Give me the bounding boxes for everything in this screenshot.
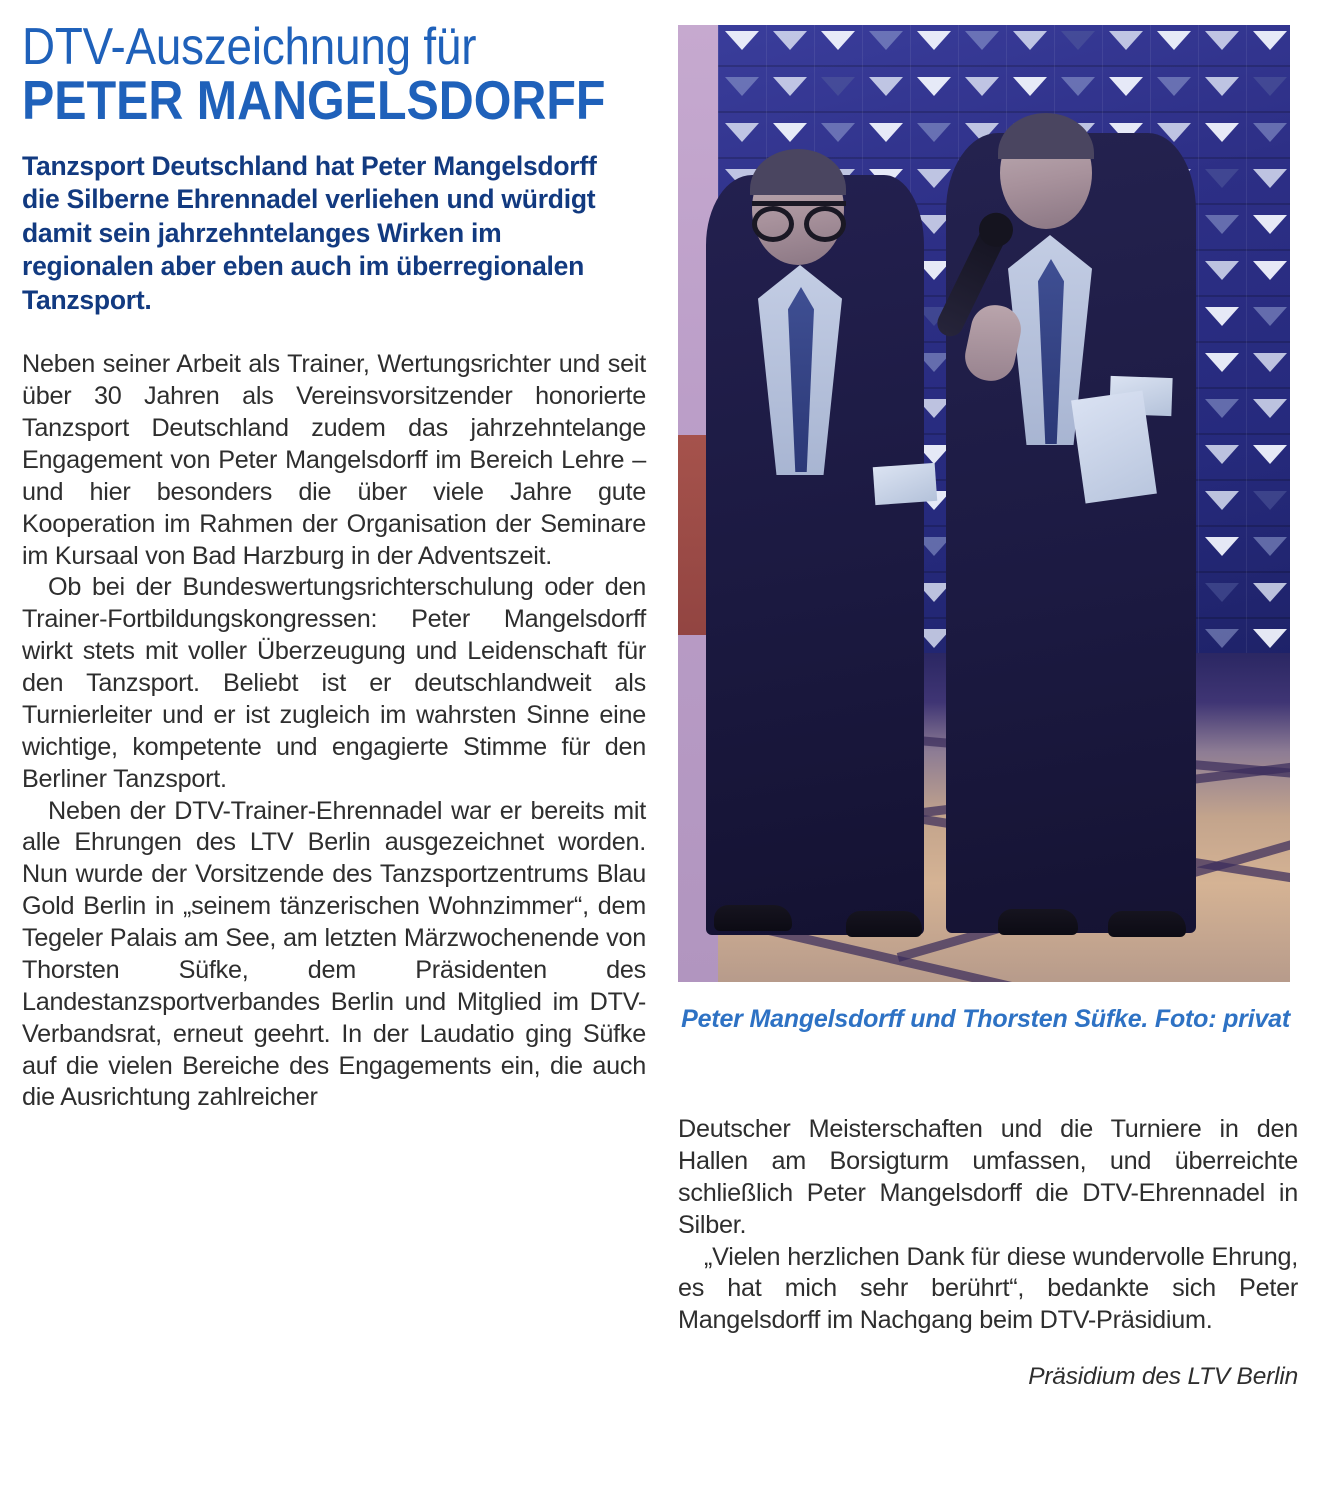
- backdrop-triangle: [1246, 531, 1290, 577]
- body-paragraph-3: Neben der DTV-Trainer-Ehrennadel war er bereits mit alle Ehrungen des LTV Berlin ausgezeichnet worden. Nun wurde der Vorsitzende des Tanzsportzentrums Blau Gold Berlin in „seinem tänzerischen Wohnzimmer“, dem Tegeler Palais am See, am letzten Märzwochenende von Thorsten Süfke, dem Präsidenten des Landestanzsportverbandes Berlin und Mitglied im DTV-Verbandsrat, erneut geehrt. In der Laudatio ging Süfke auf die vielen Bereiche des Engagements ein, die auch die Ausrichtung zahlreicher: [22, 796, 646, 1112]
- backdrop-triangle: [1198, 347, 1246, 393]
- backdrop-triangle: [1246, 439, 1290, 485]
- backdrop-triangle: [1246, 25, 1290, 71]
- backdrop-triangle: [1054, 25, 1102, 71]
- backdrop-tile-row: [718, 71, 1290, 117]
- body-paragraph-2: Ob bei der Bundeswertungsrichterschulung oder den Trainer-Fortbildungskongressen: Peter Mangelsdorff wirkt stets mit voller Überzeugung und Leidenschaft für den Tanzsport. Beliebt ist er deutschlandweit als Turnierleiter und er ist zugleich im wahrsten Sinne eine wichtige, kompetente und engagierte Stimme für den Berliner Tanzsport.: [22, 573, 646, 793]
- backdrop-triangle: [718, 71, 766, 117]
- backdrop-triangle: [958, 71, 1006, 117]
- backdrop-triangle: [1246, 209, 1290, 255]
- backdrop-triangle: [1198, 117, 1246, 163]
- page-title: [22, 0, 642, 132]
- backdrop-triangle: [1246, 347, 1290, 393]
- photo-paper-sheet: [1071, 390, 1157, 503]
- backdrop-triangle: [766, 25, 814, 71]
- backdrop-triangle: [718, 117, 766, 163]
- backdrop-triangle: [1246, 117, 1290, 163]
- backdrop-triangle: [1102, 71, 1150, 117]
- backdrop-triangle: [1150, 25, 1198, 71]
- backdrop-triangle: [1006, 71, 1054, 117]
- left-column: [22, 0, 646, 1114]
- backdrop-triangle: [1246, 485, 1290, 531]
- backdrop-triangle: [766, 71, 814, 117]
- backdrop-triangle: [1198, 301, 1246, 347]
- backdrop-triangle: [814, 25, 862, 71]
- backdrop-triangle: [718, 25, 766, 71]
- backdrop-triangle: [1246, 393, 1290, 439]
- photo-shoe: [1108, 911, 1186, 937]
- backdrop-triangle: [1006, 25, 1054, 71]
- backdrop-triangle: [1198, 209, 1246, 255]
- backdrop-triangle: [1198, 577, 1246, 623]
- backdrop-tile-row: [718, 25, 1290, 71]
- backdrop-triangle: [1198, 439, 1246, 485]
- lead-paragraph: Tanzsport Deutschland hat Peter Mangelsdorff die Silberne Ehrennadel verliehen und würdigt damit sein jahrzehntelanges Wirken im regionalen aber eben auch im überregionalen Tanzsport.: [22, 150, 597, 315]
- backdrop-triangle: [1198, 71, 1246, 117]
- right-column: [678, 1114, 1298, 1391]
- backdrop-triangle: [862, 71, 910, 117]
- backdrop-triangle: [1198, 531, 1246, 577]
- backdrop-triangle: [910, 71, 958, 117]
- backdrop-triangle: [1246, 71, 1290, 117]
- headline-line-2: PETER MANGELSDORFF: [22, 69, 606, 132]
- byline: Präsidium des LTV Berlin: [1028, 1363, 1298, 1391]
- backdrop-triangle: [1198, 255, 1246, 301]
- backdrop-triangle: [1102, 25, 1150, 71]
- body-paragraph-1: Neben seiner Arbeit als Trainer, Wertungsrichter und seit über 30 Jahren als Vereinsvorsitzender honorierte Tanzsport Deutschland zudem das jahrzehntelange Engagement von Peter Mangelsdorff im Bereich Lehre – und hier besonders die über viele Jahre gute Kooperation im Rahmen der Organisation der Seminare im Kursaal von Bad Harzburg in der Adventszeit.: [22, 350, 646, 570]
- photo-shoe: [714, 905, 792, 931]
- backdrop-triangle: [1054, 71, 1102, 117]
- photo-shoe: [998, 909, 1078, 935]
- article-photo: [678, 25, 1290, 982]
- backdrop-triangle: [1198, 393, 1246, 439]
- backdrop-triangle: [1150, 71, 1198, 117]
- backdrop-triangle: [1198, 485, 1246, 531]
- backdrop-triangle: [1198, 163, 1246, 209]
- backdrop-triangle: [1246, 163, 1290, 209]
- photo-shoe: [846, 911, 922, 937]
- backdrop-triangle: [1246, 255, 1290, 301]
- headline-line-1: DTV-Auszeichnung für: [22, 18, 477, 76]
- body-paragraph-5: „Vielen herzlichen Dank für diese wundervolle Ehrung, es hat mich sehr berührt“, bedankte sich Peter Mangelsdorff im Nachgang beim DTV-Präsidium.: [678, 1242, 1298, 1335]
- backdrop-triangle: [1246, 577, 1290, 623]
- backdrop-triangle: [1246, 301, 1290, 347]
- backdrop-triangle: [862, 117, 910, 163]
- backdrop-triangle: [814, 71, 862, 117]
- photo-caption: Peter Mangelsdorff und Thorsten Süfke. Foto: privat: [681, 1005, 1290, 1033]
- backdrop-triangle: [910, 25, 958, 71]
- backdrop-triangle: [958, 25, 1006, 71]
- photo-content: [678, 25, 1290, 982]
- body-paragraph-4: Deutscher Meisterschaften und die Turniere in den Hallen am Borsigturm umfassen, und überreichte schließlich Peter Mangelsdorff die DTV-Ehrennadel in Silber.: [678, 1115, 1298, 1239]
- backdrop-triangle: [910, 117, 958, 163]
- backdrop-triangle: [862, 25, 910, 71]
- glasses-icon: [752, 201, 846, 228]
- backdrop-triangle: [1198, 25, 1246, 71]
- photo-badge-left: [873, 463, 937, 505]
